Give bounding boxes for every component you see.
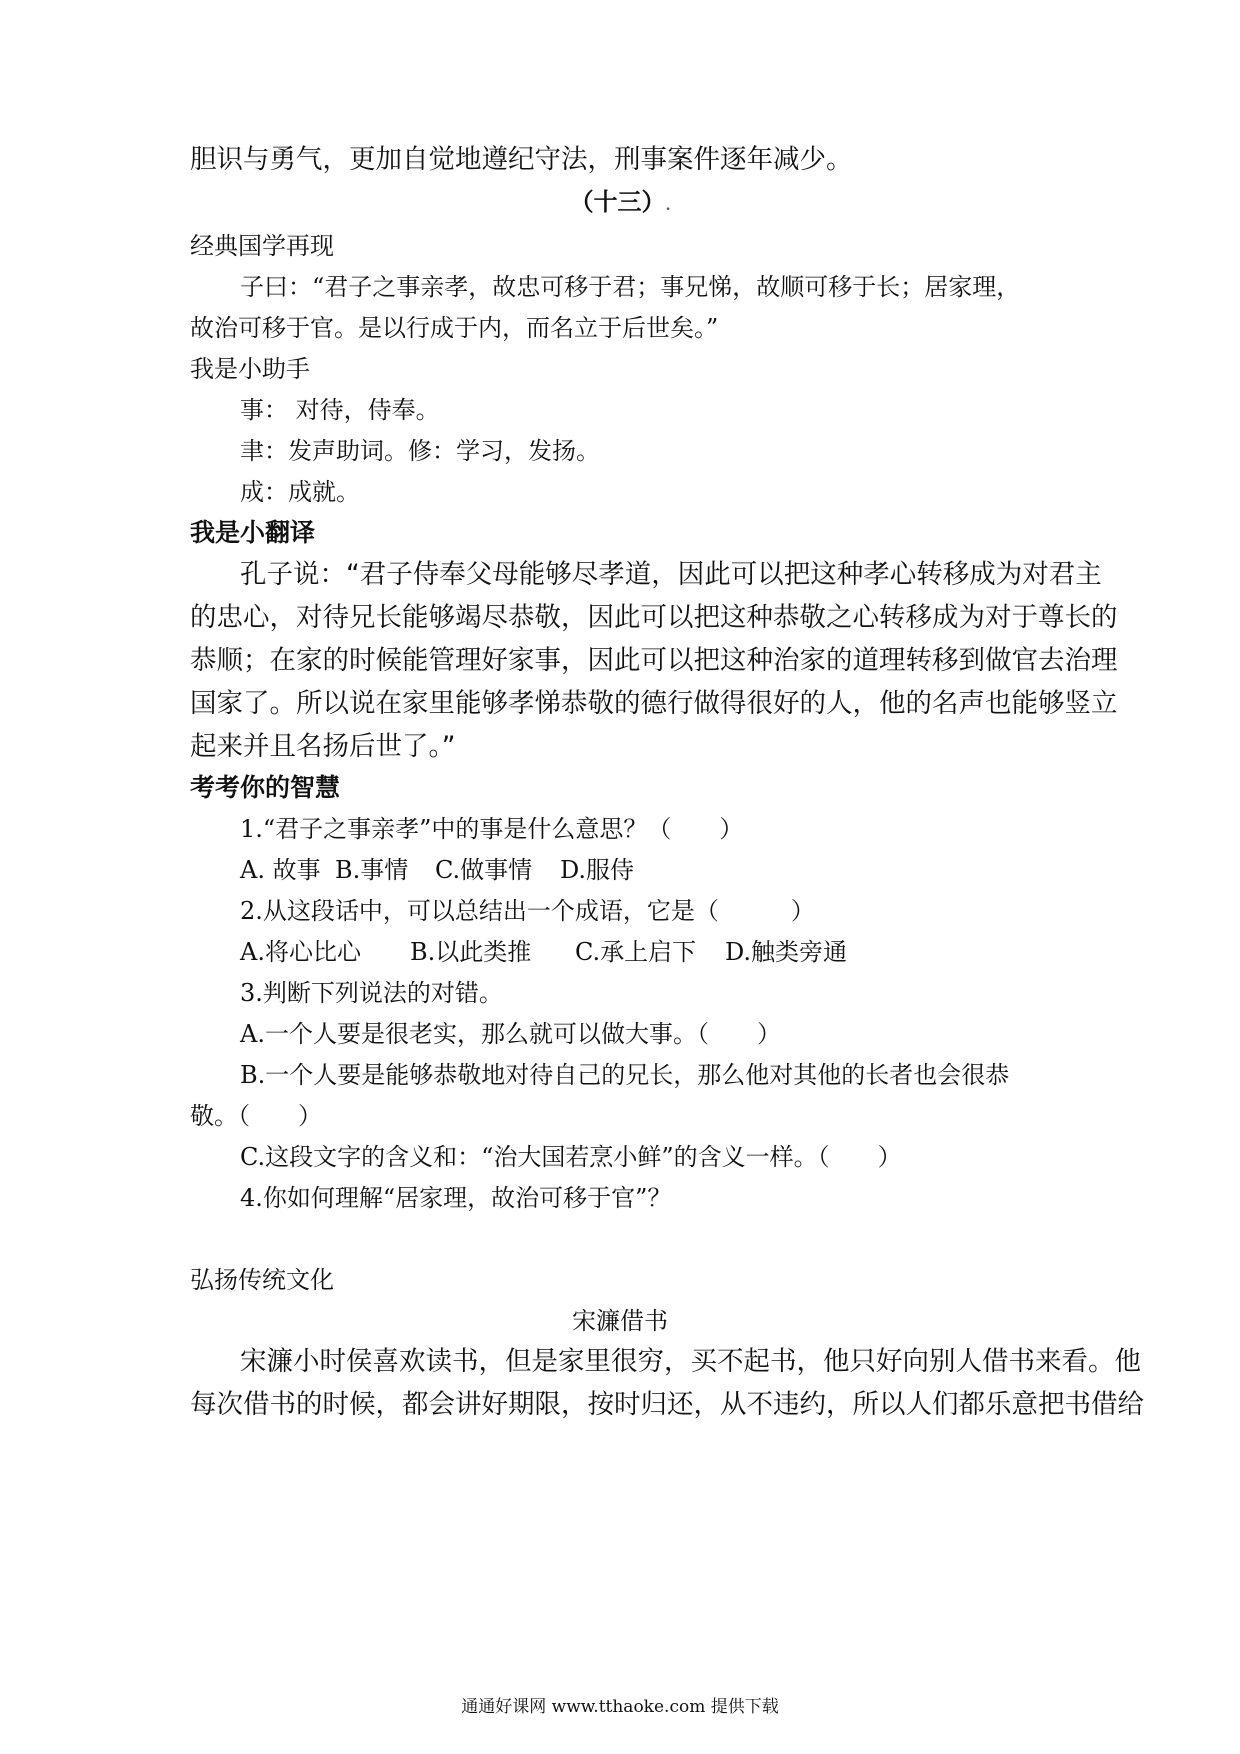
question-2-options: [240, 935, 1060, 969]
helper-note: 成：成就。: [240, 478, 360, 506]
question-2: 2.从这段话中，可以总结出一个成语，它是（ ）: [240, 897, 815, 925]
helper-heading: 我是小助手: [190, 355, 310, 383]
option-d: D.服侍: [560, 856, 635, 884]
question-1: 1.“君子之事亲孝”中的事是什么意思？（ ）: [240, 815, 744, 843]
helper-note: 聿：发声助词。修：学习，发扬。: [240, 437, 600, 465]
section-number: （十三）.: [569, 187, 671, 216]
culture-heading: 弘扬传统文化: [190, 1266, 334, 1294]
helper-note: 事： 对待，侍奉。: [240, 396, 440, 424]
question-3-c: C.这段文字的含义和：“治大国若烹小鲜”的含义一样。（ ）: [240, 1143, 902, 1171]
translation-line: 的忠心，对待兄长能够竭尽恭敬，因此可以把这种恭敬之心转移成为对于尊长的: [190, 602, 1118, 633]
story-line: 宋濂小时侯喜欢读书，但是家里很穷，买不起书，他只好向别人借书来看。他: [240, 1346, 1141, 1377]
option-c: C.做事情: [435, 856, 533, 884]
quiz-heading: 考考你的智慧: [190, 773, 341, 802]
question-3: 3.判断下列说法的对错。: [240, 979, 503, 1007]
question-4: 4.你如何理解“居家理，故治可移于官”？: [240, 1184, 672, 1212]
option-b: B.事情: [335, 856, 409, 884]
option-b: B.以此类推: [410, 938, 532, 966]
translation-line: 起来并且名扬后世了。”: [190, 731, 456, 762]
story-line: 每次借书的时候，都会讲好期限，按时归还，从不违约，所以人们都乐意把书借给: [190, 1389, 1144, 1420]
section-number-text: （十三）: [569, 187, 666, 216]
question-1-options: [240, 853, 1060, 887]
question-3-a: A.一个人要是很老实，那么就可以做大事。（ ）: [240, 1020, 781, 1048]
translation-line: 孔子说：“君子侍奉父母能够尽孝道，因此可以把这种孝心转移成为对君主: [240, 559, 1102, 590]
classic-heading: 经典国学再现: [190, 232, 334, 260]
option-d: D.触类旁通: [725, 938, 848, 966]
translation-line: 国家了。所以说在家里能够孝悌恭敬的德行做得很好的人，他的名声也能够竖立: [190, 688, 1118, 719]
option-a: A. 故事: [240, 856, 321, 884]
option-c: C.承上启下: [575, 938, 697, 966]
translate-heading: 我是小翻译: [190, 518, 316, 547]
classic-text-line: 子曰：“君子之事亲孝，故忠可移于君；事兄悌，故顺可移于长；居家理，: [240, 273, 1021, 301]
classic-text-line: 故治可移于官。是以行成于内，而名立于后世矣。”: [190, 314, 719, 342]
page-footer: 通通好课网 www.tthaoke.com 提供下载: [461, 1697, 779, 1717]
translation-line: 恭顺；在家的时候能管理好家事，因此可以把这种治家的道理转移到做官去治理: [190, 645, 1118, 676]
question-3-b-cont: 敬。（ ）: [190, 1102, 322, 1130]
option-a: A.将心比心: [240, 938, 361, 966]
story-title: 宋濂借书: [572, 1307, 668, 1335]
question-3-b: B.一个人要是能够恭敬地对待自己的兄长，那么他对其他的长者也会很恭: [240, 1061, 1010, 1089]
continuation-line: 胆识与勇气，更加自觉地遵纪守法，刑事案件逐年减少。: [190, 144, 853, 175]
